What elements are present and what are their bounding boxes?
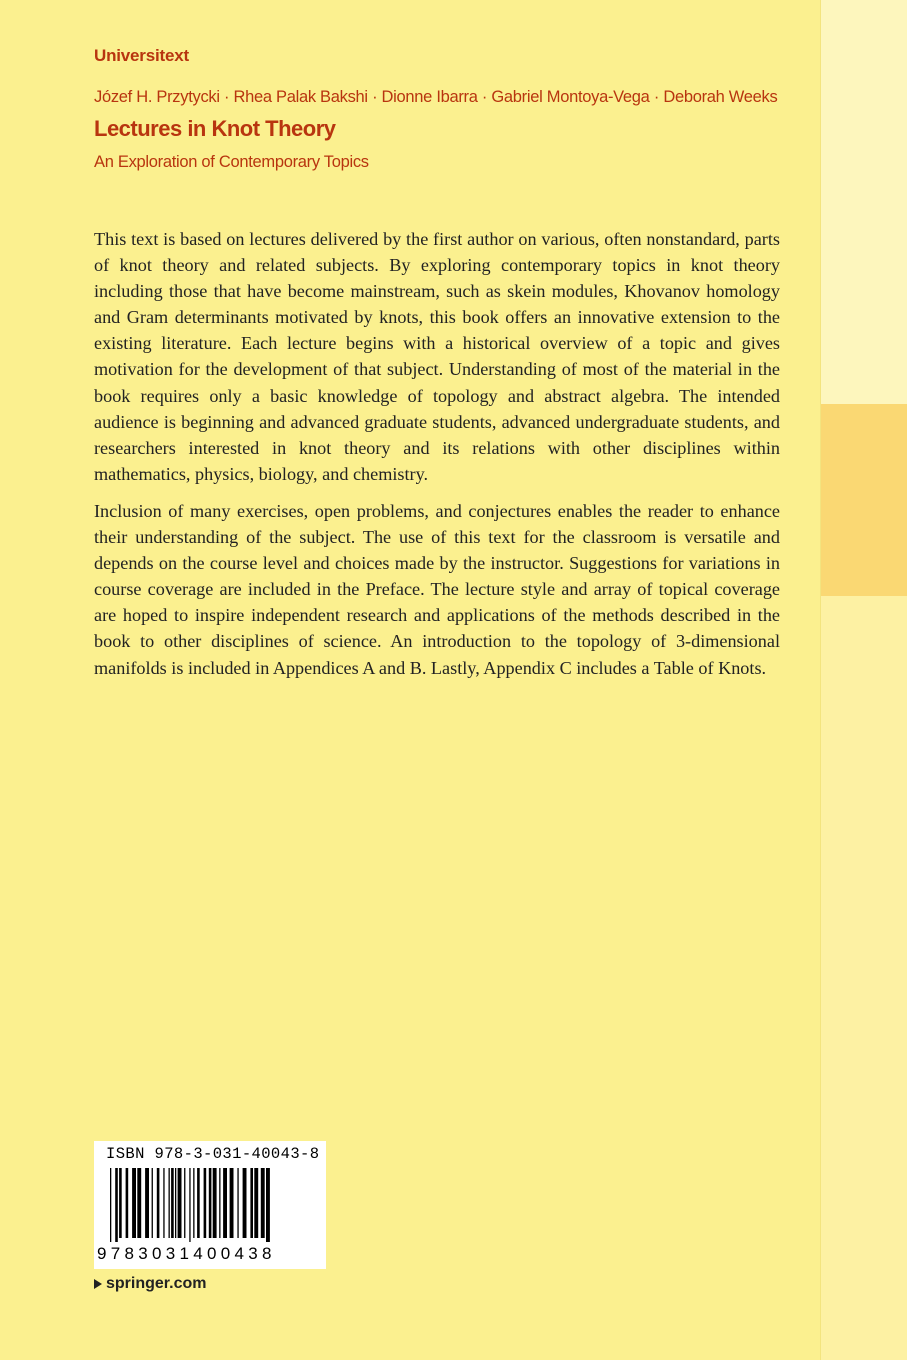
barcode-bar [219,1168,220,1238]
barcode-bar [266,1168,270,1242]
barcode-bar [137,1168,141,1238]
isbn-barcode [94,1141,326,1269]
barcode-bar [145,1168,149,1238]
barcode-bar [230,1168,234,1238]
book-title: Lectures in Knot Theory [94,116,336,141]
barcode-bar [254,1168,258,1238]
spine-edge-band [820,404,907,596]
barcode-bar [126,1168,129,1238]
barcode-bar [237,1168,238,1238]
blurb-paragraph-2: Inclusion of many exercises, open problems, and conjectures enables the reader to enhance their understanding of the subject. The use of this text for the classroom is versatile and depends on the course level and choices made by the instructor. Suggestions for variations in course coverage are included in the Preface. The lecture style and array of topical coverage are hoped to inspire independent research and applications of the methods described in the book to other disciplines of science. An introduction to the topology of 3-dimensional manifolds is included in Appendices A and B. Lastly, Appendix C includes a Table of Knots. [94,500,780,678]
barcode-bar [119,1168,122,1238]
barcode-bar [189,1168,190,1242]
barcode-bar [209,1168,212,1238]
barcode-bar [115,1168,118,1242]
barcode-bar [157,1168,160,1238]
barcode-bar [223,1168,227,1238]
barcode-bar [243,1168,247,1238]
barcode-bar [184,1168,185,1238]
blurb [94,226,780,692]
isbn-label: ISBN 978-3-031-40043-8 [106,1145,320,1163]
barcode-digits: 9783031400438 [97,1244,276,1263]
website-link[interactable] [94,1275,206,1293]
website-label: springer.com [106,1275,207,1292]
barcode-bar [163,1168,164,1238]
barcode-bar [152,1168,153,1238]
spine-divider [820,0,821,1360]
series-name: Universitext [94,46,189,65]
spine-edge-top [820,0,907,404]
triangle-right-icon [94,1279,102,1289]
book-subtitle: An Exploration of Contemporary Topics [94,153,369,171]
barcode-bar [204,1168,207,1238]
barcode-bar [175,1168,176,1238]
barcode-bar [178,1168,182,1238]
barcode-bar [197,1168,200,1238]
author-list: Józef H. Przytycki · Rhea Palak Bakshi · Dionne Ibarra · Gabriel Montoya-Vega · Deborah Weeks [94,88,778,106]
blurb-paragraph-1: This text is based on lectures delivered by the first author on various, often nonstandard, parts of knot theory and related subjects. By exploring contemporary topics in knot theory including those that have become mainstream, such as skein modules, Khovanov homology and Gram determinants motivated by knots, this book offers an innovative extension to the existing literature. Each lecture begins with a historical overview of a topic and gives motivation for the development of that subject. Understanding of most of the material in the book requires only a basic knowledge of topology and abstract algebra. The intended audience is beginning and advanced graduate students, advanced undergraduate students, and researchers interested in knot theory and its relations with other disciplines within mathematics, physics, biology, and chemistry. [94,229,780,484]
barcode-bar [169,1168,170,1238]
spine-edge-bottom [820,596,907,1360]
barcode-bar [250,1168,253,1238]
barcode-bar [171,1168,174,1238]
barcode-bar [213,1168,217,1238]
barcode-bar [110,1168,111,1242]
barcode-bar [132,1168,136,1238]
barcode-bar [261,1168,265,1238]
barcode-bar [193,1168,194,1238]
barcode-bars [110,1168,310,1242]
